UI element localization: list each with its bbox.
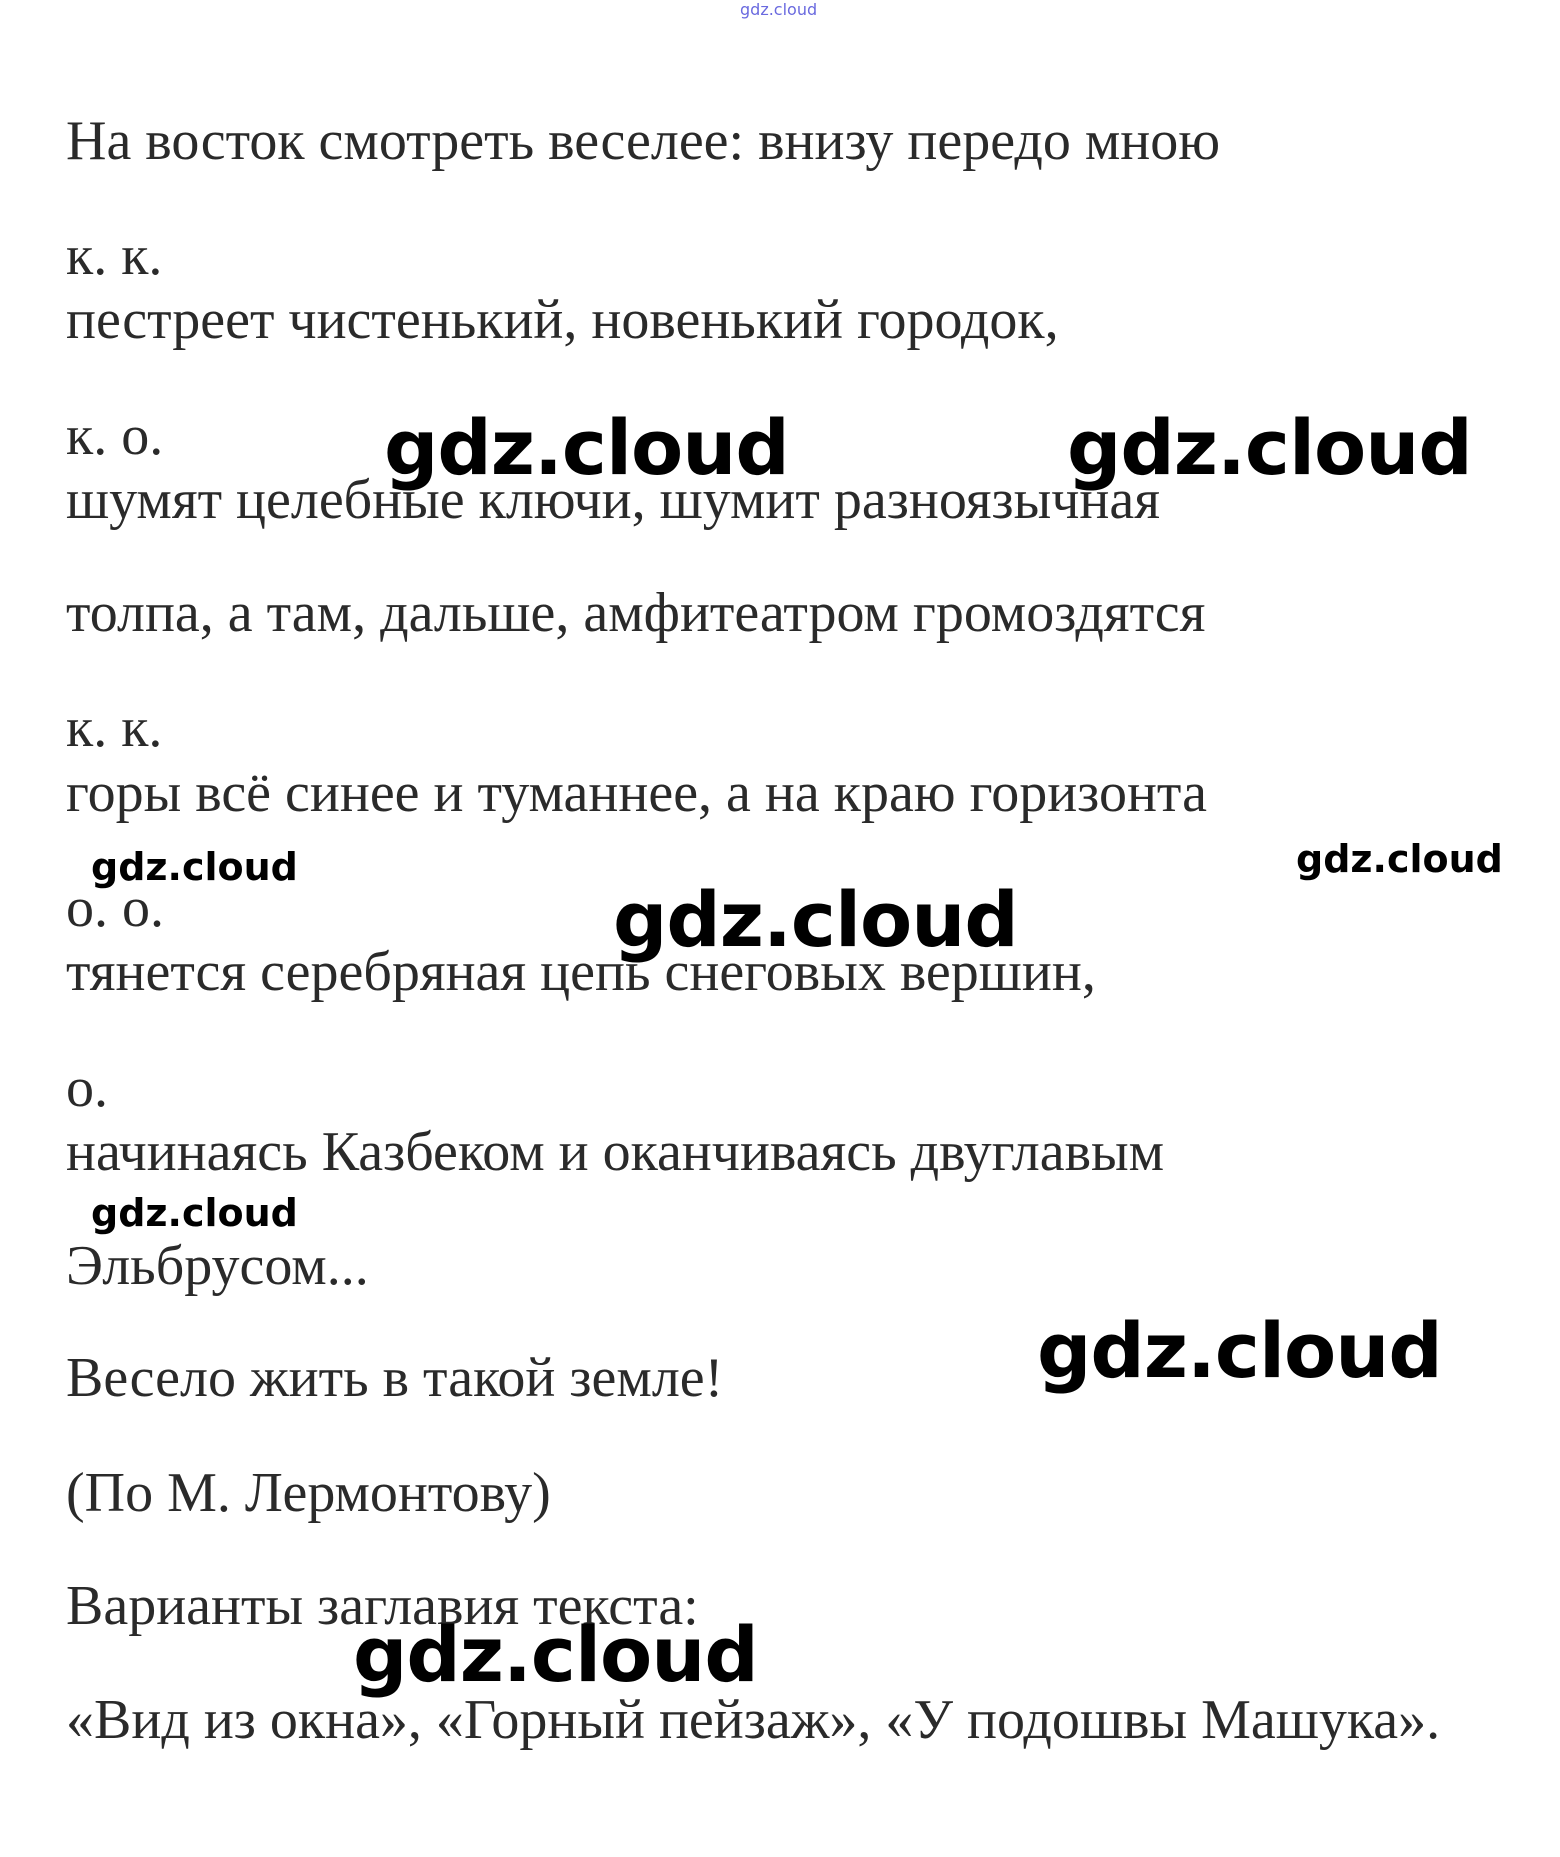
text-line: пестреет чистенький, новенький городок,: [66, 289, 1059, 351]
text-line: горы всё синее и туманнее, а на краю горизонта: [66, 762, 1207, 824]
text-line: На восток смотреть веселее: внизу передо мною: [66, 110, 1221, 172]
text-line: Весело жить в такой земле!: [66, 1347, 724, 1409]
title-variants-list: «Вид из окна», «Горный пейзаж», «У подошвы Машука».: [66, 1689, 1441, 1751]
watermark: gdz.cloud: [1067, 403, 1472, 492]
marking-line: о. о.: [66, 877, 164, 939]
watermark: gdz.cloud: [91, 1191, 298, 1235]
marking-line: к. к.: [66, 225, 163, 287]
watermark: gdz.cloud: [353, 1610, 758, 1699]
marking-line: о.: [66, 1057, 108, 1119]
watermark: gdz.cloud: [384, 403, 789, 492]
title-variants-heading: Варианты заглавия текста:: [66, 1575, 699, 1637]
watermark: gdz.cloud: [613, 875, 1018, 964]
text-line: начинаясь Казбеком и оканчиваясь двуглавым: [66, 1121, 1165, 1183]
watermark: gdz.cloud: [91, 845, 298, 889]
marking-line: к. к.: [66, 697, 163, 759]
top-watermark: gdz.cloud: [740, 0, 818, 19]
watermark: gdz.cloud: [1296, 837, 1503, 881]
text-line: Эльбрусом...: [66, 1235, 369, 1297]
marking-line: к. о.: [66, 405, 164, 467]
watermark: gdz.cloud: [1037, 1306, 1442, 1395]
text-line: тянется серебряная цепь снеговых вершин,: [66, 941, 1096, 1003]
source-attribution: (По М. Лермонтову): [66, 1462, 551, 1524]
text-line: толпа, а там, дальше, амфитеатром громоздятся: [66, 582, 1206, 644]
text-line: шумят целебные ключи, шумит разноязычная: [66, 469, 1160, 531]
